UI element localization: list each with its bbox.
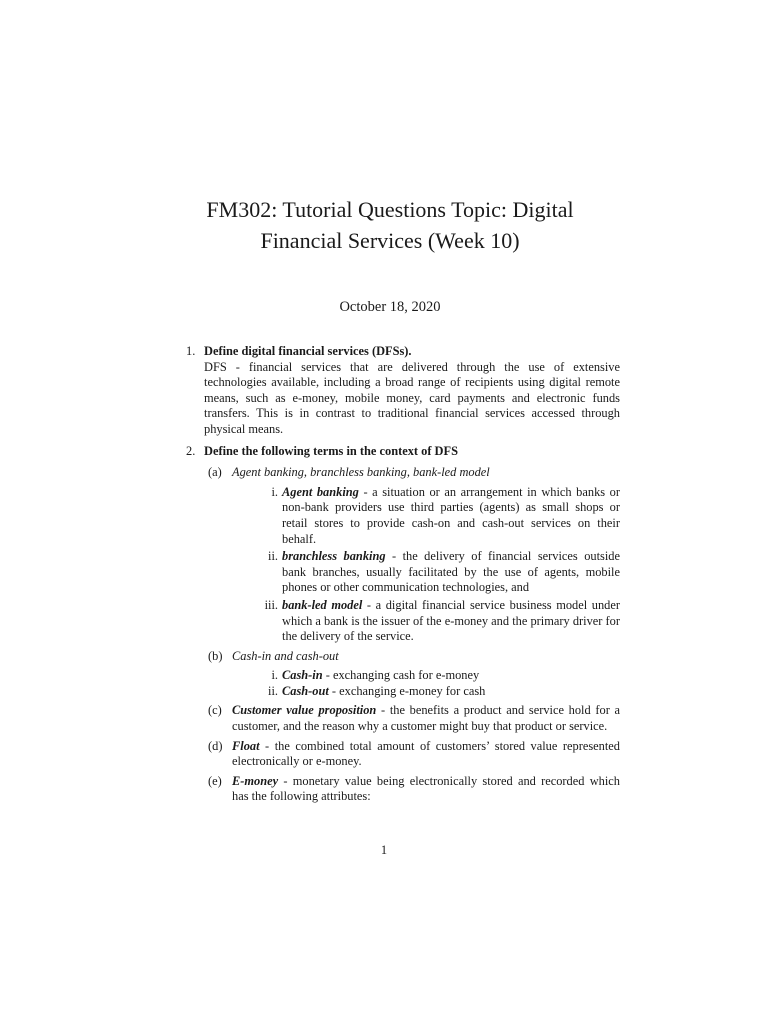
definition: - a situation or an arrangement in which banks or non-bank providers use third parties (agents) as small shops or retail stores to provide cash-on and cash-out services on their behalf. — [282, 484, 620, 546]
item-number: ii. — [268, 549, 278, 564]
question-answer: DFS - financial services that are delivered through the use of extensive technologies available, including a broad range of recipients using digital remote means, such as e-money, mobile money, card payments and electronic funds transfers. This is in contrast to traditional financial services accessed through physical means. — [204, 359, 620, 436]
list-item — [232, 598, 620, 645]
list-item — [232, 668, 620, 684]
subquestion-label: (d) — [208, 738, 223, 753]
document-date: October 18, 2020 — [339, 299, 441, 315]
term: Customer value proposition — [232, 703, 377, 718]
title-line-1: FM302: Tutorial Questions Topic: Digital — [206, 197, 574, 222]
subquestion-d — [204, 739, 620, 770]
term: bank-led model — [282, 597, 363, 612]
definition: - exchanging cash for e-money — [322, 668, 480, 683]
definition: - a digital financial service business model under which a bank is the issuer of the e-money and the primary driver for the delivery of the service. — [282, 597, 620, 644]
definition: - exchanging e-money for cash — [328, 683, 486, 698]
subquestion-title: Cash-in and cash-out — [232, 648, 339, 663]
subquestion-label: (e) — [208, 773, 222, 788]
subquestion-label: (a) — [208, 465, 222, 480]
subquestion-label: (c) — [208, 703, 222, 718]
question-1 — [180, 344, 620, 438]
question-heading: Define digital financial services (DFSs). — [204, 344, 412, 358]
subquestion-label: (b) — [208, 648, 223, 663]
subquestion-title: Agent banking, branchless banking, bank-led model — [232, 465, 490, 480]
term: branchless banking — [282, 549, 386, 564]
subquestion-a — [204, 465, 620, 645]
subquestion-e — [204, 774, 620, 805]
subquestion-b — [204, 649, 620, 700]
definition: - the delivery of financial services outside bank branches, usually facilitated by the use of agents, mobile phones or other communication technologies, and — [282, 549, 620, 595]
definition: - the benefits a product and service hold for a customer, and the reason why a customer might buy that product or service. — [232, 703, 621, 734]
document-title — [150, 194, 630, 256]
item-number: iii. — [264, 597, 278, 612]
item-number: i. — [271, 668, 278, 683]
subquestion-c — [204, 703, 620, 734]
item-number: i. — [271, 484, 278, 499]
definition: - monetary value being electronically stored and recorded which has the following attributes: — [232, 773, 620, 804]
page-number: 1 — [380, 843, 388, 857]
term: Cash-in — [282, 668, 323, 683]
question-number: 1. — [186, 344, 196, 358]
document-body — [180, 344, 620, 805]
title-line-2: Financial Services (Week 10) — [260, 228, 520, 253]
question-2 — [180, 444, 620, 805]
term: E-money — [232, 773, 279, 788]
definition: - the combined total amount of customers’ stored value represented electronically or e-money. — [232, 738, 620, 769]
list-item — [232, 485, 620, 547]
question-heading: Define the following terms in the context of DFS — [204, 443, 458, 458]
term: Cash-out — [282, 683, 329, 698]
term: Float — [232, 738, 260, 753]
list-item — [232, 549, 620, 596]
term: Agent banking — [282, 484, 359, 499]
question-number: 2. — [186, 443, 196, 458]
list-item — [232, 684, 620, 700]
item-number: ii. — [268, 683, 278, 698]
